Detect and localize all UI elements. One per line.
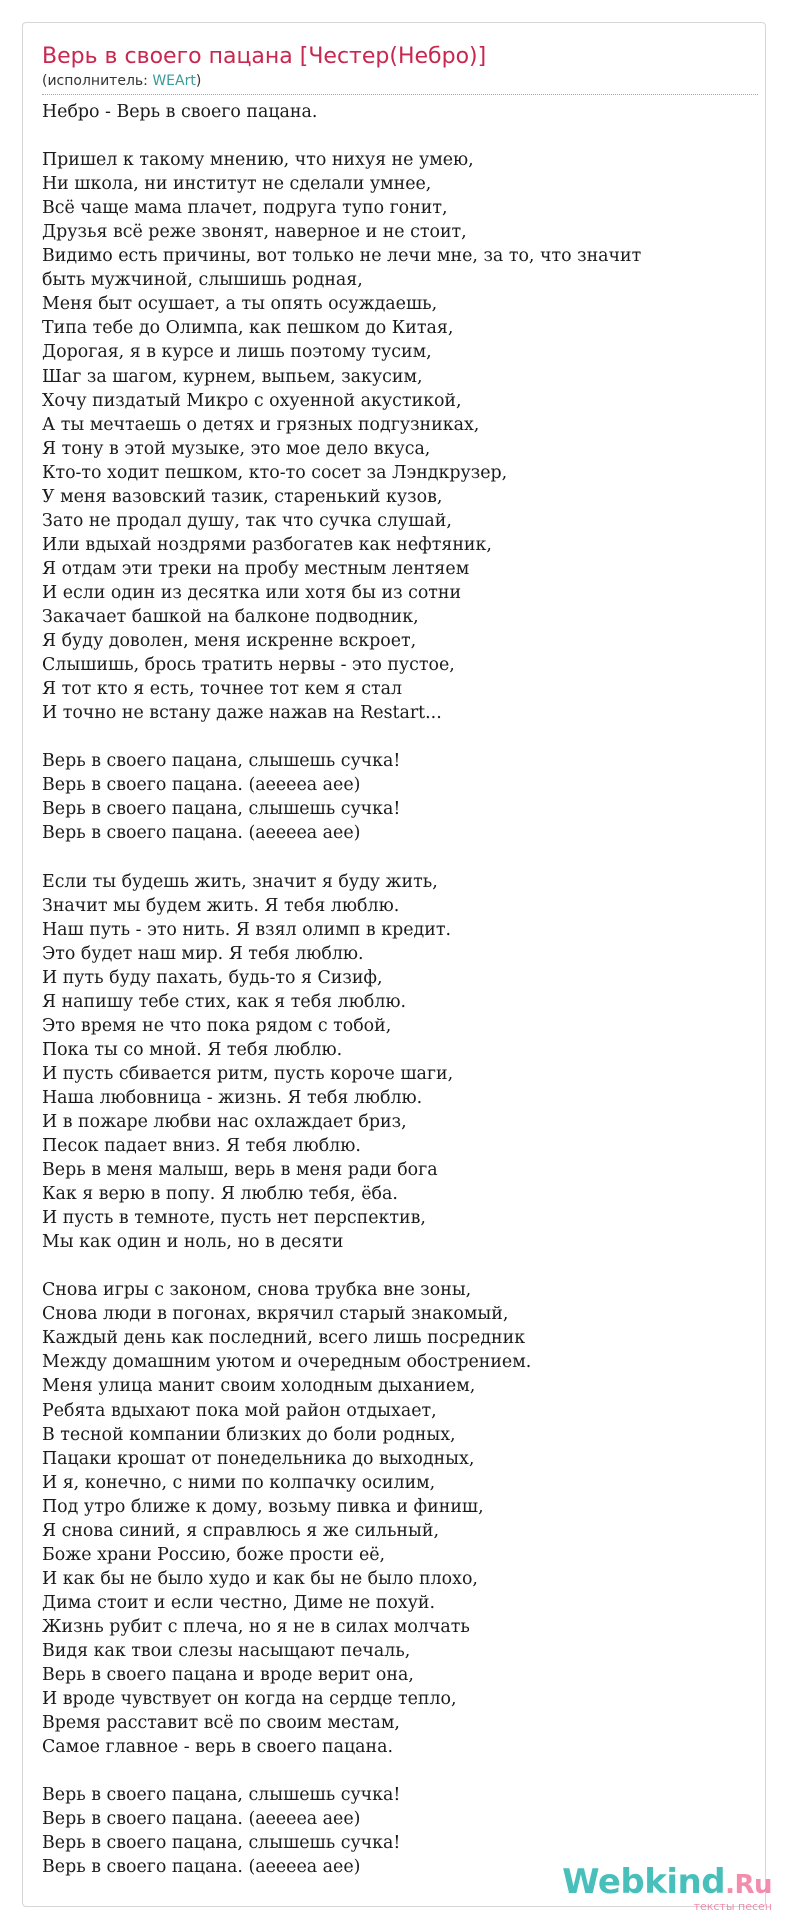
performer-prefix: (исполнитель: [42, 73, 153, 89]
lyrics-card [22, 22, 766, 1907]
watermark-logo [562, 1864, 772, 1903]
watermark-tagline: тексты песен [693, 1900, 772, 1913]
watermark-brand: Webkind [562, 1862, 726, 1902]
song-header [42, 42, 758, 95]
site-watermark [562, 1864, 772, 1913]
performer-link[interactable]: WEArt [152, 73, 196, 89]
lyrics-text: Небро - Верь в своего пацана. Пришел к такому мнению, что нихуя не умею, Ни школа, ни институт не сделали умнее, Всё чаще мама плачет, подруга тупо гонит, Друзья всё реже звонят, наверное и не стоит, Видимо есть причины, вот только не лечи мне, за то, что значит быть мужчиной, слышишь родная, Меня быт осушает, а ты опять осуждаешь, Типа тебе до Олимпа, как пешком до Китая, Дорогая, я в курсе и лишь поэтому тусим, Шаг за шагом, курнем, выпьем, закусим, Хочу пиздатый Микро с охуенной акустикой, А ты мечтаешь о детях и грязных подгузниках, Я тону в этой музыке, это мое дело вкуса, Кто-то ходит пешком, кто-то сосет за Лэндкрузер, У меня вазовский тазик, старенький кузов, Зато не продал душу, так что сучка слушай, Или вдыхай ноздрями разбогатев как нефтяник, Я отдам эти треки на пробу местным лентяем И если один из десятка или хотя бы из сотни Закачает башкой на балконе подводник, Я буду доволен, меня искренне вскроет, Слышишь, брось тратить нервы - это пустое, Я тот кто я есть, точнее тот кем я стал И точно не встану даже нажав на Restart... Верь в своего пацана, слышешь сучка! Верь в своего пацана. (аееееа аее) Верь в своего пацана, слышешь сучка! Верь в своего пацана. (аееееа аее) Если ты будешь жить, значит я буду жить, Значит мы будем жить. Я тебя люблю. Наш путь - это нить. Я взял олимп в кредит. Это будет наш мир. Я тебя люблю. И путь буду пахать, будь-то я Сизиф, Я напишу тебе стих, как я тебя люблю. Это время не что пока рядом с тобой, Пока ты со мной. Я тебя люблю. И пусть сбивается ритм, пусть короче шаги, Наша любовница - жизнь. Я тебя люблю. И в пожаре любви нас охлаждает бриз, Песок падает вниз. Я тебя люблю. Верь в меня малыш, верь в меня ради бога Как я верю в попу. Я люблю тебя, ёба. И пусть в темноте, пусть нет перспектив, Мы как один и ноль, но в десяти Снова игры с законом, снова трубка вне зоны, Снова люди в погонах, вкрячил старый знакомый, Каждый день как последний, всего лишь посредник Между домашним уютом и очередным обострением. Меня улица манит своим холодным дыханием, Ребята вдыхают пока мой район отдыхает, В тесной компании близких до боли родных, Пацаки крошат от понедельника до выходных, И я, конечно, с ними по колпачку осилим, Под утро ближе к дому, возьму пивка и финиш, Я снова синий, я справлюсь я же сильный, Боже храни Россию, боже прости её, И как бы не было худо и как бы не было плохо, Дима стоит и если честно, Диме не похуй. Жизнь рубит с плеча, но я не в силах молчать Видя как твои слезы насыщают печаль, Верь в своего пацана и вроде верит она, И вроде чувствует он когда на сердце тепло, Время расставит всё по своим местам, Самое главное - верь в своего пацана. Верь в своего пацана, слышешь сучка! Верь в своего пацана. (аееееа аее) Верь в своего пацана, слышешь сучка! Верь в своего пацана. (аееееа аее) [42, 102, 642, 1878]
song-title: Верь в своего пацана [Честер(Небро)] [42, 44, 487, 69]
performer-suffix: ) [195, 73, 202, 89]
performer-line [42, 72, 758, 90]
watermark-tld: .Ru [725, 1870, 772, 1900]
